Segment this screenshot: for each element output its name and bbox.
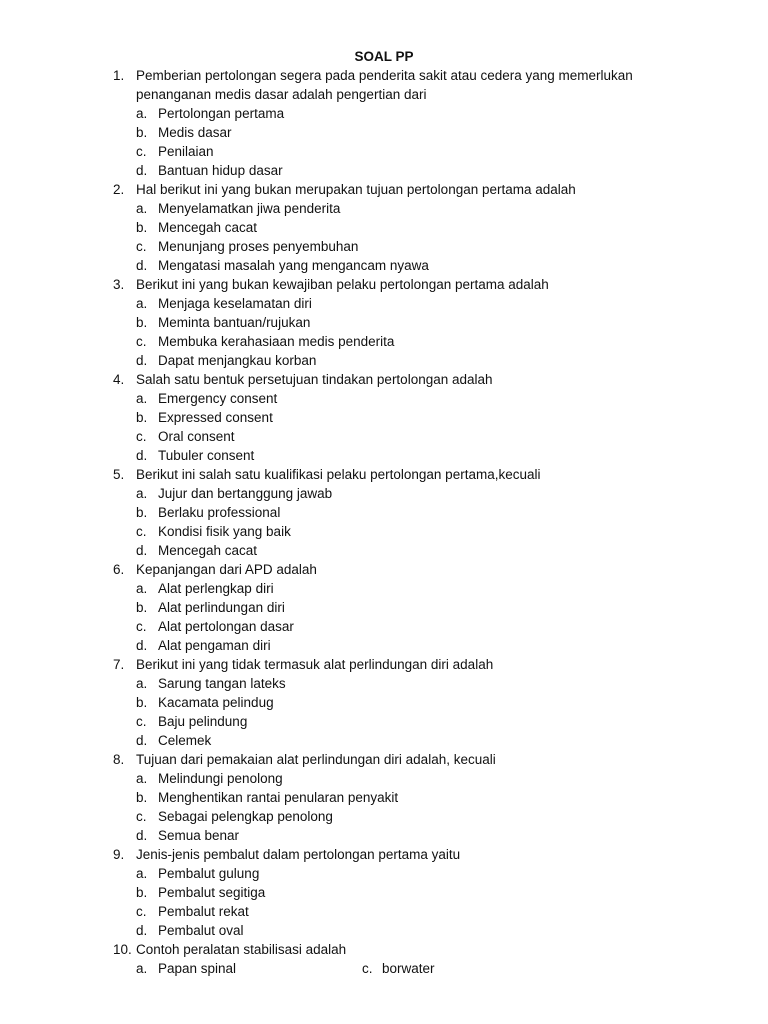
answer-option: [0, 313, 768, 332]
option-text: Pertolongan pertama: [158, 106, 285, 121]
option-letter: c.: [136, 524, 147, 539]
question-item: [0, 370, 768, 465]
option-letter: c.: [362, 961, 373, 976]
answer-option: [0, 332, 768, 351]
option-text: Berlaku professional: [158, 505, 281, 520]
question-item: [0, 66, 768, 180]
question-line: [0, 370, 768, 389]
answer-option: [0, 427, 768, 446]
option-letter: c.: [136, 904, 147, 919]
question-line: [0, 940, 768, 959]
answer-option: [0, 351, 768, 370]
option-text: Celemek: [158, 733, 212, 748]
answer-option: [0, 199, 768, 218]
answer-option: [0, 864, 768, 883]
option-letter: d.: [136, 923, 148, 938]
question-text: penanganan medis dasar adalah pengertian dari: [136, 87, 427, 102]
option-letter: a.: [136, 296, 148, 311]
question-line: [0, 560, 768, 579]
option-text: Medis dasar: [158, 125, 232, 140]
question-text: Contoh peralatan stabilisasi adalah: [136, 942, 347, 957]
answer-option: [0, 579, 768, 598]
answer-option: [0, 256, 768, 275]
question-item: [0, 275, 768, 370]
question-text: Berikut ini yang tidak termasuk alat perlindungan diri adalah: [136, 657, 494, 672]
option-text: Papan spinal: [158, 961, 237, 976]
question-item: [0, 465, 768, 560]
option-text: Pembalut oval: [158, 923, 244, 938]
option-text: Menunjang proses penyembuhan: [158, 239, 359, 254]
option-text: Tubuler consent: [158, 448, 255, 463]
option-letter: c.: [136, 619, 147, 634]
question-text: Tujuan dari pemakaian alat perlindungan diri adalah, kecuali: [136, 752, 496, 767]
option-letter: b.: [136, 695, 148, 710]
question-number: 4.: [113, 372, 125, 387]
option-letter: b.: [136, 410, 148, 425]
answer-option: [0, 503, 768, 522]
answer-option: [0, 883, 768, 902]
answer-option: [0, 161, 768, 180]
option-letter: c.: [136, 334, 147, 349]
option-text: Sarung tangan lateks: [158, 676, 286, 691]
option-letter: a.: [136, 676, 148, 691]
option-text: Alat pertolongan dasar: [158, 619, 294, 634]
answer-option: [0, 104, 768, 123]
answer-option: [0, 902, 768, 921]
question-line: [0, 275, 768, 294]
question-number: 9.: [113, 847, 125, 862]
option-text: Melindungi penolong: [158, 771, 283, 786]
option-text: Meminta bantuan/rujukan: [158, 315, 311, 330]
option-text: Expressed consent: [158, 410, 273, 425]
answer-option: [0, 826, 768, 845]
option-letter: a.: [136, 866, 148, 881]
option-text: Menjaga keselamatan diri: [158, 296, 312, 311]
option-text: Emergency consent: [158, 391, 278, 406]
option-text: Mencegah cacat: [158, 220, 258, 235]
answer-option: [0, 294, 768, 313]
question-number: 5.: [113, 467, 125, 482]
option-text: Baju pelindung: [158, 714, 248, 729]
answer-option: [0, 674, 768, 693]
answer-option: [0, 807, 768, 826]
option-letter: a.: [136, 581, 148, 596]
option-letter: d.: [136, 258, 148, 273]
option-letter: d.: [136, 353, 148, 368]
answer-option: [0, 617, 768, 636]
question-text: Pemberian pertolongan segera pada penderita sakit atau cedera yang memerlukan: [136, 68, 633, 83]
question-text: Berikut ini yang bukan kewajiban pelaku pertolongan pertama adalah: [136, 277, 549, 292]
answer-option: [0, 408, 768, 427]
option-letter: b.: [136, 315, 148, 330]
question-text: Hal berikut ini yang bukan merupakan tujuan pertolongan pertama adalah: [136, 182, 576, 197]
option-text: Pembalut rekat: [158, 904, 249, 919]
option-letter: a.: [136, 201, 148, 216]
question-line: [0, 66, 768, 85]
option-letter: c.: [136, 429, 147, 444]
option-text: Alat pengaman diri: [158, 638, 271, 653]
option-letter: a.: [136, 486, 148, 501]
option-letter: c.: [136, 714, 147, 729]
question-text: Berikut ini salah satu kualifikasi pelaku pertolongan pertama,kecuali: [136, 467, 541, 482]
option-text: Alat perlindungan diri: [158, 600, 285, 615]
question-number: 2.: [113, 182, 125, 197]
option-letter: d.: [136, 163, 148, 178]
option-letter: c.: [136, 144, 147, 159]
question-number: 6.: [113, 562, 125, 577]
question-list: [0, 66, 768, 978]
answer-option: [0, 123, 768, 142]
option-letter: d.: [136, 448, 148, 463]
answer-option: [0, 731, 768, 750]
option-letter: b.: [136, 220, 148, 235]
question-item: [0, 845, 768, 940]
option-letter: b.: [136, 600, 148, 615]
option-text: Alat perlengkap diri: [158, 581, 274, 596]
option-letter: c.: [136, 239, 147, 254]
option-letter: d.: [136, 638, 148, 653]
question-item: [0, 180, 768, 275]
option-text: Kondisi fisik yang baik: [158, 524, 291, 539]
answer-option: [0, 237, 768, 256]
answer-option: [0, 788, 768, 807]
answer-option: [0, 959, 768, 978]
option-letter: a.: [136, 961, 148, 976]
option-text: Pembalut gulung: [158, 866, 260, 881]
option-text: Semua benar: [158, 828, 240, 843]
option-text: borwater: [382, 961, 435, 976]
option-text: Menghentikan rantai penularan penyakit: [158, 790, 399, 805]
question-item: [0, 940, 768, 978]
option-text: Bantuan hidup dasar: [158, 163, 283, 178]
option-text: Kacamata pelindug: [158, 695, 274, 710]
answer-option: [0, 218, 768, 237]
question-number: 8.: [113, 752, 125, 767]
answer-option: [0, 484, 768, 503]
option-text: Mencegah cacat: [158, 543, 258, 558]
option-text: Penilaian: [158, 144, 214, 159]
answer-option: [0, 693, 768, 712]
answer-option: [0, 636, 768, 655]
option-letter: d.: [136, 733, 148, 748]
option-letter: a.: [136, 771, 148, 786]
question-text: Jenis-jenis pembalut dalam pertolongan pertama yaitu: [136, 847, 461, 862]
option-text: Oral consent: [158, 429, 235, 444]
answer-option: [0, 769, 768, 788]
option-letter: b.: [136, 125, 148, 140]
question-item: [0, 655, 768, 750]
answer-option: [0, 921, 768, 940]
question-line: [0, 85, 768, 104]
question-text: Kepanjangan dari APD adalah: [136, 562, 317, 577]
option-letter: b.: [136, 790, 148, 805]
option-letter: b.: [136, 885, 148, 900]
question-number: 7.: [113, 657, 125, 672]
answer-option: [0, 142, 768, 161]
question-number: 3.: [113, 277, 125, 292]
option-text: Membuka kerahasiaan medis penderita: [158, 334, 395, 349]
option-letter: c.: [136, 809, 147, 824]
option-text: Menyelamatkan jiwa penderita: [158, 201, 341, 216]
option-text: Pembalut segitiga: [158, 885, 266, 900]
answer-option: [0, 541, 768, 560]
option-text: Mengatasi masalah yang mengancam nyawa: [158, 258, 429, 273]
question-text: Salah satu bentuk persetujuan tindakan pertolongan adalah: [136, 372, 493, 387]
answer-option: [0, 522, 768, 541]
option-letter: b.: [136, 505, 148, 520]
option-letter: d.: [136, 543, 148, 558]
question-line: [0, 180, 768, 199]
question-line: [0, 655, 768, 674]
option-letter: d.: [136, 828, 148, 843]
question-item: [0, 750, 768, 845]
answer-option: [0, 598, 768, 617]
question-line: [0, 465, 768, 484]
option-text: Jujur dan bertanggung jawab: [158, 486, 333, 501]
option-letter: a.: [136, 391, 148, 406]
answer-option: [0, 712, 768, 731]
question-line: [0, 750, 768, 769]
question-item: [0, 560, 768, 655]
option-letter: a.: [136, 106, 148, 121]
answer-option: [0, 446, 768, 465]
option-text: Dapat menjangkau korban: [158, 353, 317, 368]
question-number: 1.: [113, 68, 125, 83]
answer-option: [0, 389, 768, 408]
question-line: [0, 845, 768, 864]
question-number: 10.: [113, 942, 132, 957]
document-title: SOAL PP: [354, 49, 414, 64]
option-text: Sebagai pelengkap penolong: [158, 809, 333, 824]
